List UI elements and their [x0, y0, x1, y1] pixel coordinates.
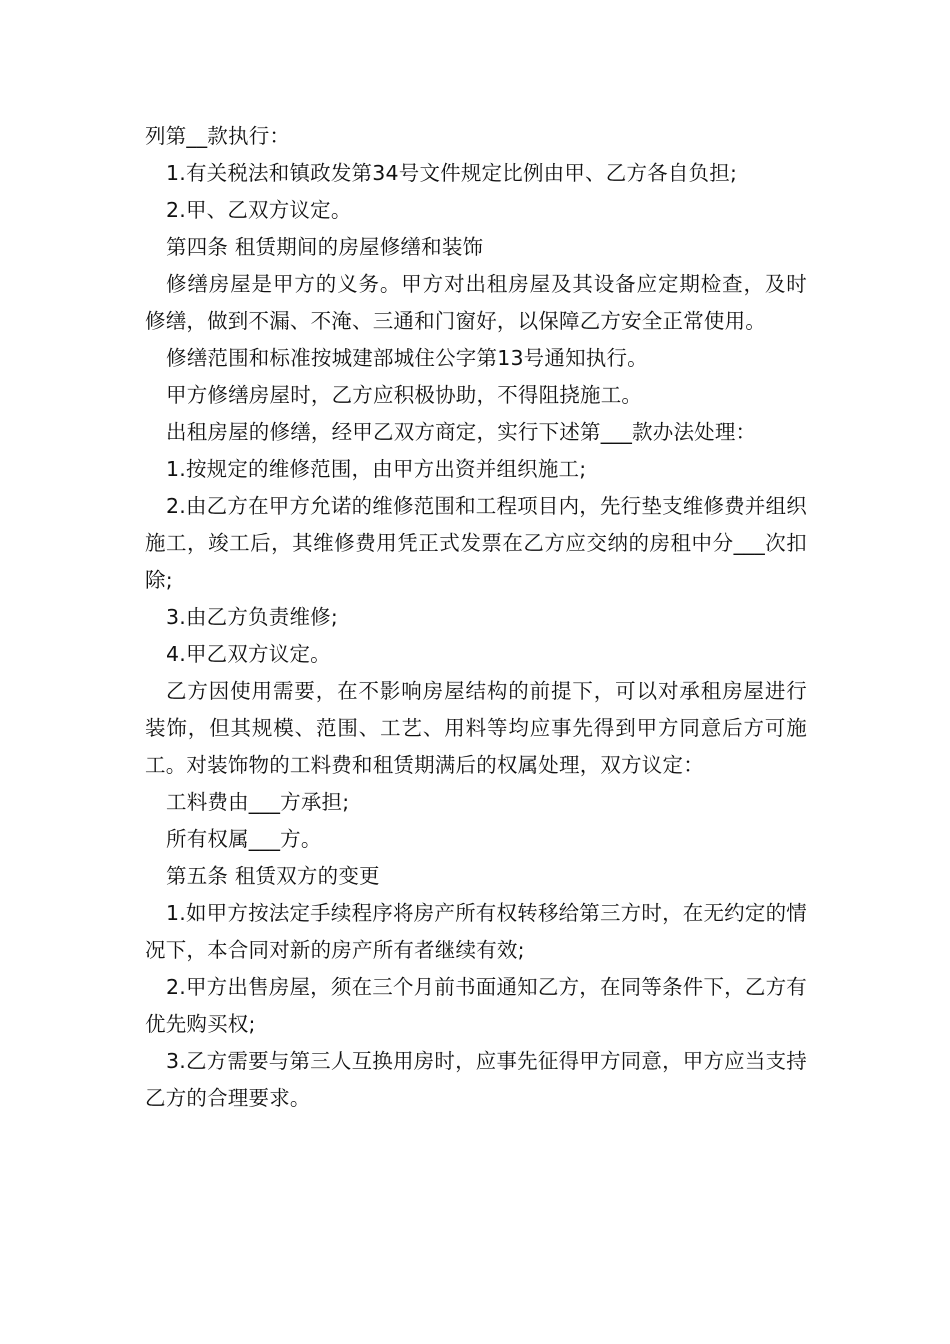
paragraph-repair-method: 出租房屋的修缮，经甲乙双方商定，实行下述第___款办法处理：	[166, 420, 757, 444]
paragraph-repair-scope: 修缮范围和标准按城建部城住公字第13号通知执行。	[166, 346, 648, 370]
paragraph-repair-obligation: 修缮房屋是甲方的义务。甲方对出租房屋及其设备应定期检查，及时修缮，做到不漏、不淹、三通和门窗好，以保障乙方安全正常使用。	[145, 272, 807, 333]
paragraph-repair-assist: 甲方修缮房屋时，乙方应积极协助，不得阻挠施工。	[166, 383, 643, 407]
paragraph-material-cost: 工料费由___方承担;	[166, 790, 350, 814]
paragraph-clause-continuation: 列第__款执行：	[145, 124, 291, 148]
paragraph-ownership: 所有权属___方。	[166, 827, 322, 851]
document-body	[145, 118, 807, 1117]
paragraph-change-item-3: 3.乙方需要与第三人互换用房时，应事先征得甲方同意，甲方应当支持乙方的合理要求。	[145, 1049, 807, 1110]
paragraph-tax-item-1: 1.有关税法和镇政发第34号文件规定比例由甲、乙方各自负担;	[166, 161, 738, 185]
article-5-heading: 第五条 租赁双方的变更	[166, 864, 380, 888]
article-4-heading: 第四条 租赁期间的房屋修缮和装饰	[166, 235, 484, 259]
paragraph-repair-option-3: 3.由乙方负责维修;	[166, 605, 338, 629]
paragraph-tax-item-2: 2.甲、乙双方议定。	[166, 198, 352, 222]
paragraph-change-item-1: 1.如甲方按法定手续程序将房产所有权转移给第三方时，在无约定的情况下，本合同对新的房产所有者继续有效;	[145, 901, 807, 962]
paragraph-repair-option-4: 4.甲乙双方议定。	[166, 642, 331, 666]
paragraph-change-item-2: 2.甲方出售房屋，须在三个月前书面通知乙方，在同等条件下，乙方有优先购买权;	[145, 975, 807, 1036]
paragraph-decoration: 乙方因使用需要，在不影响房屋结构的前提下，可以对承租房屋进行装饰，但其规模、范围、工艺、用料等均应事先得到甲方同意后方可施工。对装饰物的工料费和租赁期满后的权属处理，双方议定：	[145, 679, 807, 777]
paragraph-repair-option-1: 1.按规定的维修范围，由甲方出资并组织施工;	[166, 457, 587, 481]
paragraph-repair-option-2: 2.由乙方在甲方允诺的维修范围和工程项目内，先行垫支维修费并组织施工，竣工后，其维修费用凭正式发票在乙方应交纳的房租中分___次扣除;	[145, 494, 807, 592]
